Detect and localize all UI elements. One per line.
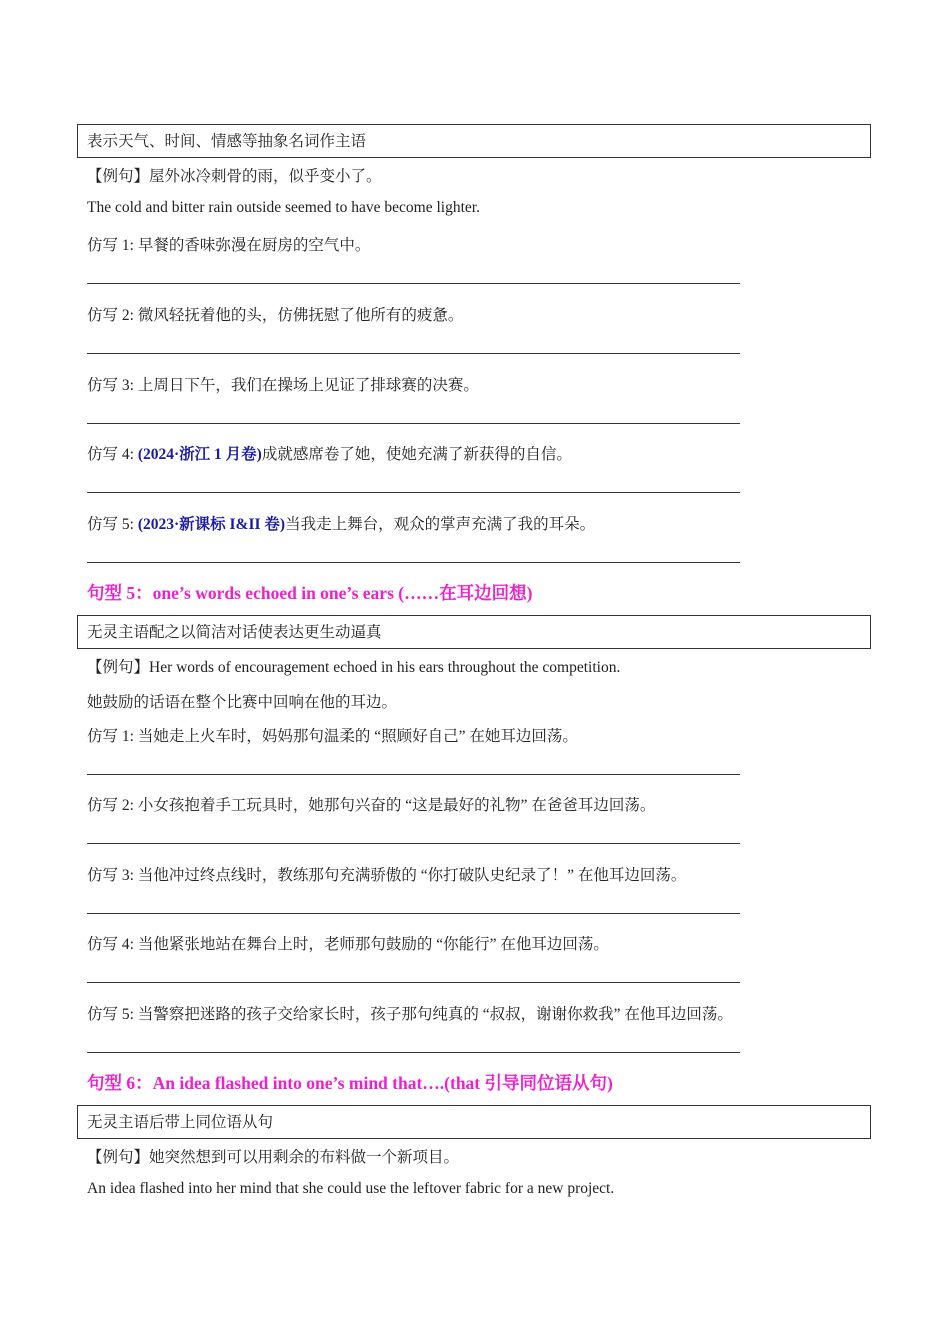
answer-line[interactable] (87, 423, 740, 424)
answer-line[interactable] (87, 982, 740, 983)
exercise-label: 仿写 2: (87, 797, 138, 814)
example-sentence-en: The cold and bitter rain outside seemed to have become lighter. (87, 199, 480, 216)
answer-line[interactable] (87, 492, 740, 493)
section-heading: 句型 6：An idea flashed into one’s mind that….(that 引导同位语从句) (87, 1073, 613, 1093)
section-heading: 句型 5：one’s words echoed in one’s ears (……在耳边回想) (87, 583, 533, 603)
exercise-prompt (87, 303, 463, 325)
tip-box-text: 表示天气、时间、情感等抽象名词作主语 (87, 133, 367, 150)
exercise-label: 仿写 1: (87, 728, 138, 745)
exercise-text: 当他紧张地站在舞台上时，老师那句鼓励的 “你能行” 在他耳边回荡。 (137, 936, 609, 953)
exercise-text: 上周日下午，我们在操场上见证了排球赛的决赛。 (137, 377, 479, 394)
exercise-label: 仿写 1: (87, 237, 138, 254)
exercise-prompt (87, 373, 479, 395)
example-sentence-en: 【例句】Her words of encouragement echoed in his ears throughout the competition. (87, 659, 621, 676)
example-sentence-cn: 【例句】屋外冰冷刺骨的雨，似乎变小了。 (87, 168, 382, 185)
exercise-label: 仿写 4: (87, 936, 138, 953)
exercise-prompt (87, 793, 655, 815)
answer-line[interactable] (87, 913, 740, 914)
exercise-prompt (87, 724, 578, 746)
example-sentence-cn: 【例句】她突然想到可以用剩余的布料做一个新项目。 (87, 1149, 460, 1166)
answer-line[interactable] (87, 353, 740, 354)
exercise-label: 仿写 4: (87, 446, 138, 463)
example-sentence-en: An idea flashed into her mind that she could use the leftover fabric for a new project. (87, 1180, 615, 1197)
tip-box (77, 615, 871, 649)
exercise-prompt (87, 863, 686, 885)
tip-box-text: 无灵主语配之以简洁对话使表达更生动逼真 (87, 624, 382, 641)
exercise-text: 当她走上火车时，妈妈那句温柔的 “照顾好自己” 在她耳边回荡。 (137, 728, 578, 745)
exercise-text: 早餐的香味弥漫在厨房的空气中。 (137, 237, 371, 254)
exercise-label: 仿写 3: (87, 377, 138, 394)
tip-box (77, 124, 871, 158)
exercise-text: 当我走上舞台，观众的掌声充满了我的耳朵。 (285, 516, 596, 533)
exam-source: (2024·浙江 1 月卷) (137, 446, 262, 463)
exercise-prompt (87, 1002, 733, 1024)
exercise-text: 微风轻抚着他的头，仿佛抚慰了他所有的疲惫。 (137, 307, 464, 324)
tip-box (77, 1105, 871, 1139)
exercise-label: 仿写 3: (87, 867, 138, 884)
exercise-prompt (87, 512, 595, 534)
answer-line[interactable] (87, 1052, 740, 1053)
exercise-text: 小女孩抱着手工玩具时，她那句兴奋的 “这是最好的礼物” 在爸爸耳边回荡。 (137, 797, 656, 814)
answer-line[interactable] (87, 283, 740, 284)
exercise-label: 仿写 5: (87, 1006, 138, 1023)
answer-line[interactable] (87, 843, 740, 844)
exercise-text: 当他冲过终点线时，教练那句充满骄傲的 “你打破队史纪录了！” 在他耳边回荡。 (137, 867, 687, 884)
tip-box-text: 无灵主语后带上同位语从句 (87, 1114, 274, 1131)
answer-line[interactable] (87, 562, 740, 563)
exercise-label: 仿写 5: (87, 516, 138, 533)
exercise-prompt (87, 932, 609, 954)
exercise-prompt (87, 442, 572, 464)
exercise-prompt (87, 233, 370, 255)
answer-line[interactable] (87, 774, 740, 775)
exercise-label: 仿写 2: (87, 307, 138, 324)
exam-source: (2023·新课标 I&II 卷) (137, 516, 286, 533)
exercise-text: 成就感席卷了她，使她充满了新获得的自信。 (261, 446, 572, 463)
exercise-text: 当警察把迷路的孩子交给家长时，孩子那句纯真的 “叔叔，谢谢你救我” 在他耳边回荡。 (137, 1006, 733, 1023)
example-sentence-cn: 她鼓励的话语在整个比赛中回响在他的耳边。 (87, 694, 398, 711)
